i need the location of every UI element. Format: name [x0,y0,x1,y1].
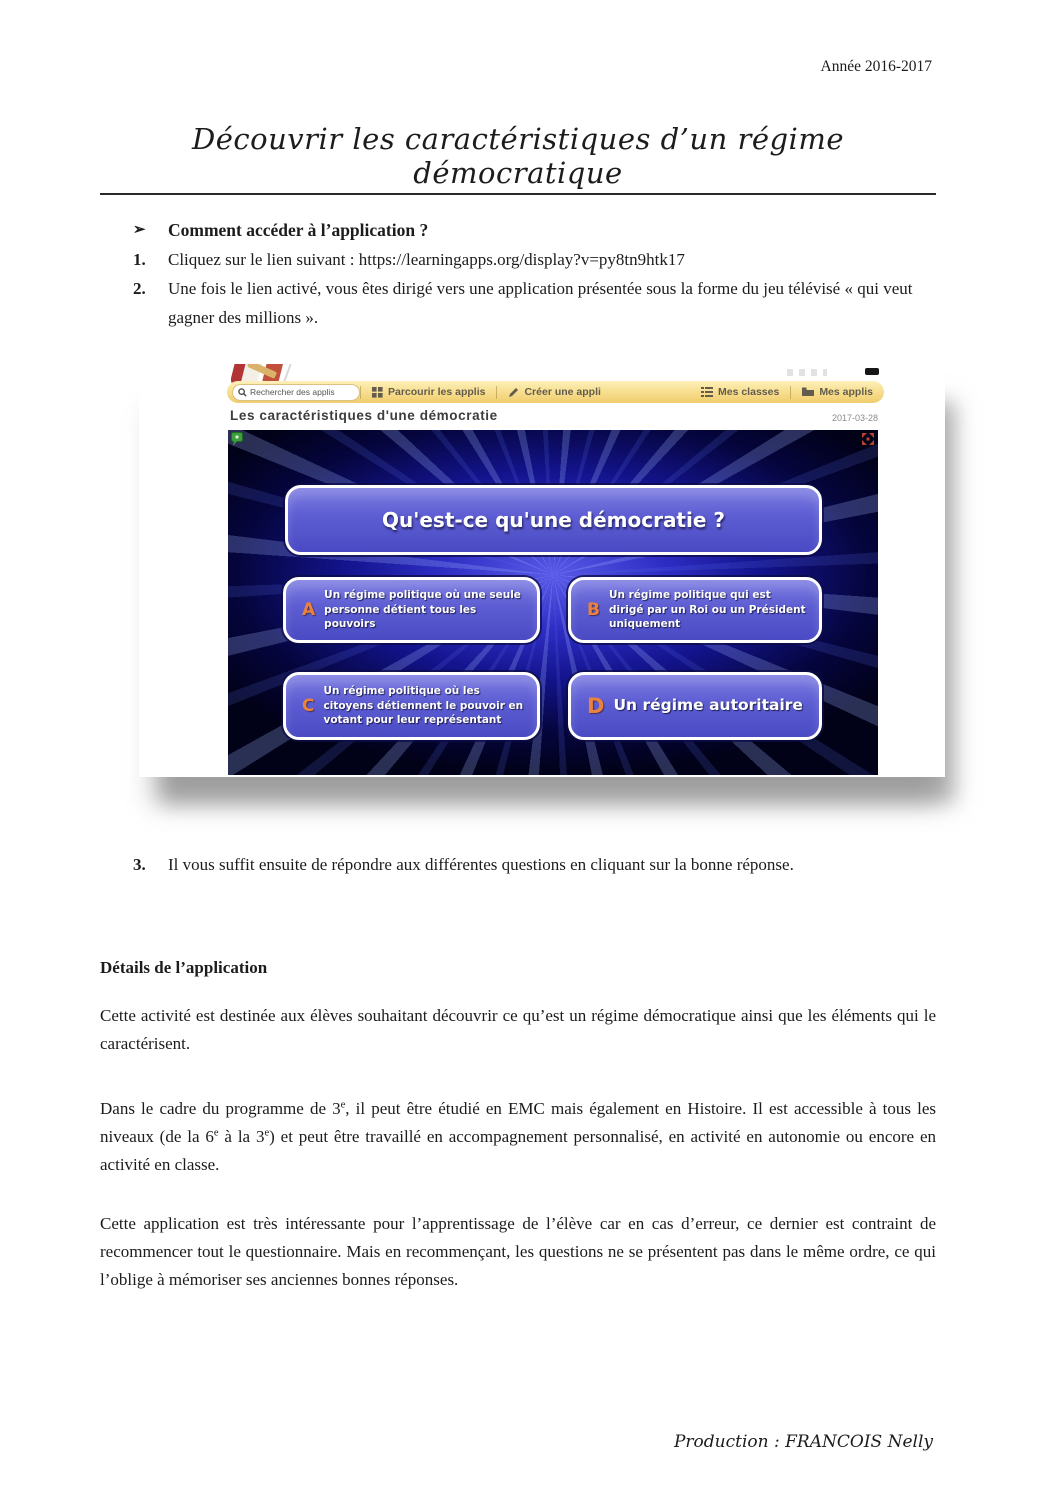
answer-c-text: Un régime politique où les citoyens détiennent le pouvoir en votant pour leur représentant [323,684,524,727]
my-classes-label: Mes classes [718,386,780,398]
access-section [133,216,915,332]
section-heading: Comment accéder à l’application ? [168,220,429,240]
answer-b-letter: B [587,600,600,620]
answer-b[interactable] [568,577,822,643]
app-title-row [230,408,878,423]
step1-text-lead: Cliquez sur le lien suivant : [168,250,359,269]
quiz-area [228,430,878,775]
create-app-button[interactable] [497,386,611,398]
details-paragraph-3: Cette application est très intéressante pour l’apprentissage de l’élève car en cas d’erreur, ce dernier est contraint de recommencer tout le questionnaire. Mais en recommençant, les questions ne se présentent pas dans le même ordre, ce qui l’oblige à mémoriser ses anciennes bonnes réponses. [100,1214,936,1289]
year-label: Année 2016-2017 [820,58,932,75]
feedback-icon[interactable] [231,432,244,447]
details-paragraph-1: Cette activité est destinée aux élèves souhaitant découvrir ce qu’est un régime démocratique ainsi que les éléments qui le caractérisent. [100,1006,936,1053]
search-icon [238,388,247,397]
learningapps-toolbar [227,381,884,403]
answer-d[interactable] [568,672,822,740]
step2-text: Une fois le lien activé, vous êtes dirigé vers une application présentée sous la forme du jeu télévisé « qui veut gagner des millions ». [168,279,913,327]
section-heading-row [133,216,915,245]
window-chrome-fragment [787,369,827,376]
step1-number: 1. [133,250,146,269]
search-input[interactable] [232,384,360,401]
my-classes-button[interactable] [690,386,790,398]
answer-c-letter: C [302,696,315,716]
step1-text [168,245,915,274]
document-title: Découvrir les caractéristiques d’un régime démocratique [100,122,936,195]
step3-number: 3. [133,855,146,874]
search-placeholder: Rechercher des applis [250,387,335,397]
answer-a[interactable] [283,577,540,643]
answer-a-text: Un régime politique où une seule personne détient tous les pouvoirs [324,588,521,631]
app-title: Les caractéristiques d'une démocratie [230,408,498,423]
question-box: Qu'est-ce qu'une démocratie ? [285,485,822,555]
browse-apps-label: Parcourir les applis [388,386,486,398]
embedded-screenshot [139,364,945,777]
answer-a-letter: A [302,600,316,620]
step2-number: 2. [133,279,146,298]
window-minimize-fragment [865,368,879,375]
my-apps-button[interactable] [791,386,884,398]
my-apps-label: Mes applis [819,386,873,398]
app-date: 2017-03-28 [831,413,878,423]
answer-b-text: Un régime politique qui est dirigé par un Roi ou un Président uniquement [608,588,806,631]
app-link[interactable]: https://learningapps.org/display?v=py8tn9htk17 [358,250,685,269]
answer-d-text: Un régime autoritaire [613,696,803,715]
list-item-step2 [133,274,915,332]
details-paragraph-2: Dans le cadre du programme de 3e, il peut être étudié en EMC mais également en Histoire. Il est accessible à tous les niveaux (de la 6e à la 3e) et peut être travaillé en accompagnement personnalisé, en activité en autonomie ou encore en activité en classe. [100,1099,936,1174]
details-heading: Détails de l’application [100,958,268,977]
create-app-label: Créer une appli [524,386,601,398]
list-item-step1 [133,245,915,274]
fullscreen-icon[interactable] [862,433,874,445]
answer-d-letter: D [587,694,605,718]
browse-apps-button[interactable] [361,386,496,398]
grid-icon [372,387,383,398]
answer-c[interactable] [283,672,540,740]
production-credit: Production : FRANCOIS Nelly [673,1432,933,1452]
title-row [100,122,936,195]
folder-icon [802,387,814,397]
pencil-icon [508,387,519,398]
step3-text: Il vous suffit ensuite de répondre aux différentes questions en cliquant sur la bonne réponse. [168,855,794,874]
list-icon [701,387,713,397]
bullet-arrow-icon: ➢ [133,222,146,238]
list-item-step3 [133,850,908,879]
